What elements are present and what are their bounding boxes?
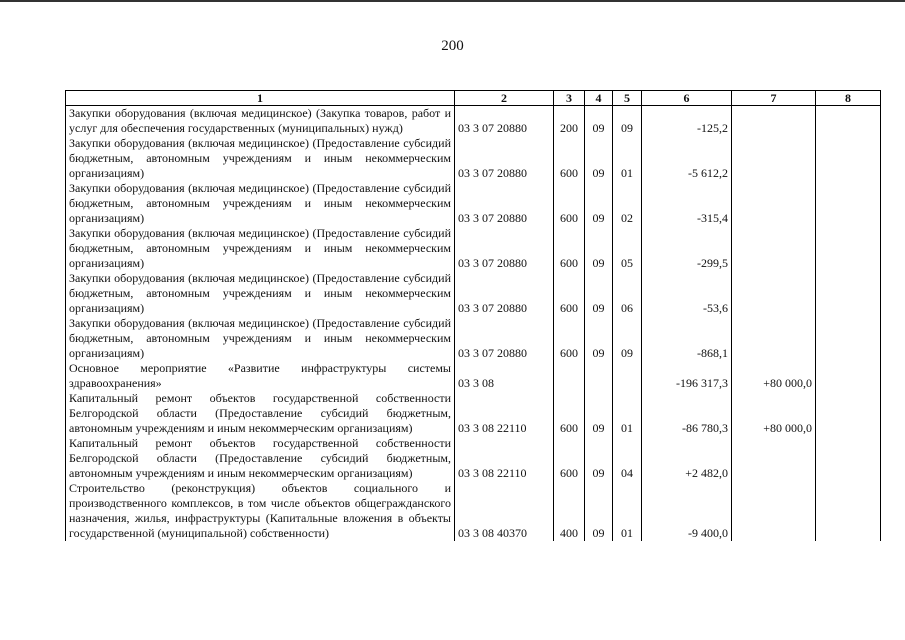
row-description: Основное мероприятие «Развитие инфраструктуры системы здравоохранения» <box>66 361 455 391</box>
amount-change-2 <box>732 316 816 361</box>
expense-type-code: 600 <box>554 316 585 361</box>
column-header: 5 <box>613 91 642 106</box>
amount-change-3 <box>816 106 881 137</box>
table-row <box>66 436 881 481</box>
table-row <box>66 271 881 316</box>
amount-change: -9 400,0 <box>642 481 732 541</box>
section-code: 09 <box>585 226 613 271</box>
expense-type-code: 400 <box>554 481 585 541</box>
amount-change: -125,2 <box>642 106 732 137</box>
amount-change-3 <box>816 481 881 541</box>
subsection-code: 05 <box>613 226 642 271</box>
row-description: Закупки оборудования (включая медицинское) (Предоставление субсидий бюджетным, автономным учреждениям и иным некоммерческим организациям) <box>66 271 455 316</box>
column-header: 4 <box>585 91 613 106</box>
amount-change-2: +80 000,0 <box>732 391 816 436</box>
amount-change-3 <box>816 361 881 391</box>
subsection-code: 06 <box>613 271 642 316</box>
amount-change: -53,6 <box>642 271 732 316</box>
amount-change-2 <box>732 436 816 481</box>
column-header: 2 <box>455 91 554 106</box>
expense-type-code: 600 <box>554 226 585 271</box>
subsection-code: 09 <box>613 106 642 137</box>
subsection-code: 01 <box>613 391 642 436</box>
row-description: Закупки оборудования (включая медицинское) (Предоставление субсидий бюджетным, автономным учреждениям и иным некоммерческим организациям) <box>66 136 455 181</box>
amount-change: -315,4 <box>642 181 732 226</box>
budget-table <box>65 90 881 541</box>
expense-type-code: 600 <box>554 391 585 436</box>
table-row <box>66 316 881 361</box>
amount-change: -5 612,2 <box>642 136 732 181</box>
row-description: Закупки оборудования (включая медицинское) (Предоставление субсидий бюджетным, автономным учреждениям и иным некоммерческим организациям) <box>66 226 455 271</box>
amount-change: -868,1 <box>642 316 732 361</box>
budget-classification-code: 03 3 08 <box>455 361 554 391</box>
column-header: 1 <box>66 91 455 106</box>
budget-classification-code: 03 3 07 20880 <box>455 226 554 271</box>
subsection-code: 09 <box>613 316 642 361</box>
amount-change-2 <box>732 181 816 226</box>
table-row <box>66 361 881 391</box>
section-code: 09 <box>585 391 613 436</box>
amount-change-3 <box>816 271 881 316</box>
column-header: 6 <box>642 91 732 106</box>
amount-change-2 <box>732 226 816 271</box>
amount-change-3 <box>816 136 881 181</box>
table-row <box>66 391 881 436</box>
table-row <box>66 226 881 271</box>
section-code: 09 <box>585 106 613 137</box>
amount-change-2 <box>732 271 816 316</box>
section-code: 09 <box>585 481 613 541</box>
amount-change-2 <box>732 106 816 137</box>
column-header: 8 <box>816 91 881 106</box>
column-header: 7 <box>732 91 816 106</box>
budget-classification-code: 03 3 07 20880 <box>455 136 554 181</box>
subsection-code <box>613 361 642 391</box>
subsection-code: 01 <box>613 136 642 181</box>
section-code: 09 <box>585 316 613 361</box>
amount-change-3 <box>816 226 881 271</box>
subsection-code: 02 <box>613 181 642 226</box>
expense-type-code: 600 <box>554 436 585 481</box>
row-description: Закупки оборудования (включая медицинское) (Закупка товаров, работ и услуг для обеспечения государственных (муниципальных) нужд) <box>66 106 455 137</box>
amount-change-3 <box>816 316 881 361</box>
expense-type-code: 600 <box>554 181 585 226</box>
column-header: 3 <box>554 91 585 106</box>
amount-change: +2 482,0 <box>642 436 732 481</box>
budget-classification-code: 03 3 08 22110 <box>455 391 554 436</box>
budget-classification-code: 03 3 07 20880 <box>455 271 554 316</box>
amount-change: -86 780,3 <box>642 391 732 436</box>
amount-change-2 <box>732 136 816 181</box>
amount-change-3 <box>816 391 881 436</box>
budget-classification-code: 03 3 08 40370 <box>455 481 554 541</box>
row-description: Закупки оборудования (включая медицинское) (Предоставление субсидий бюджетным, автономным учреждениям и иным некоммерческим организациям) <box>66 181 455 226</box>
scan-top-border <box>0 0 905 2</box>
budget-classification-code: 03 3 07 20880 <box>455 181 554 226</box>
budget-classification-code: 03 3 08 22110 <box>455 436 554 481</box>
expense-type-code: 600 <box>554 271 585 316</box>
table-row <box>66 481 881 541</box>
amount-change: -299,5 <box>642 226 732 271</box>
amount-change-3 <box>816 181 881 226</box>
amount-change-3 <box>816 436 881 481</box>
row-description: Капитальный ремонт объектов государственной собственности Белгородской области (Предоставление субсидий бюджетным, автономным учреждениям и иным некоммерческим организациям) <box>66 391 455 436</box>
expense-type-code: 600 <box>554 136 585 181</box>
budget-classification-code: 03 3 07 20880 <box>455 106 554 137</box>
row-description: Строительство (реконструкция) объектов социального и производственного комплексов, в том числе объектов общегражданского назначения, жилья, инфраструктуры (Капитальные вложения в объекты государственной (муниципальной) собственности) <box>66 481 455 541</box>
table-row <box>66 181 881 226</box>
table-row <box>66 106 881 137</box>
table-row <box>66 136 881 181</box>
table-header-row <box>66 91 881 106</box>
row-description: Закупки оборудования (включая медицинское) (Предоставление субсидий бюджетным, автономным учреждениям и иным некоммерческим организациям) <box>66 316 455 361</box>
row-description: Капитальный ремонт объектов государственной собственности Белгородской области (Предоставление субсидий бюджетным, автономным учреждениям и иным некоммерческим организациям) <box>66 436 455 481</box>
table-body <box>66 106 881 542</box>
section-code: 09 <box>585 136 613 181</box>
section-code: 09 <box>585 181 613 226</box>
section-code <box>585 361 613 391</box>
section-code: 09 <box>585 436 613 481</box>
page-number: 200 <box>441 38 464 54</box>
expense-type-code <box>554 361 585 391</box>
section-code: 09 <box>585 271 613 316</box>
subsection-code: 04 <box>613 436 642 481</box>
amount-change-2: +80 000,0 <box>732 361 816 391</box>
budget-classification-code: 03 3 07 20880 <box>455 316 554 361</box>
subsection-code: 01 <box>613 481 642 541</box>
amount-change-2 <box>732 481 816 541</box>
expense-type-code: 200 <box>554 106 585 137</box>
amount-change: -196 317,3 <box>642 361 732 391</box>
